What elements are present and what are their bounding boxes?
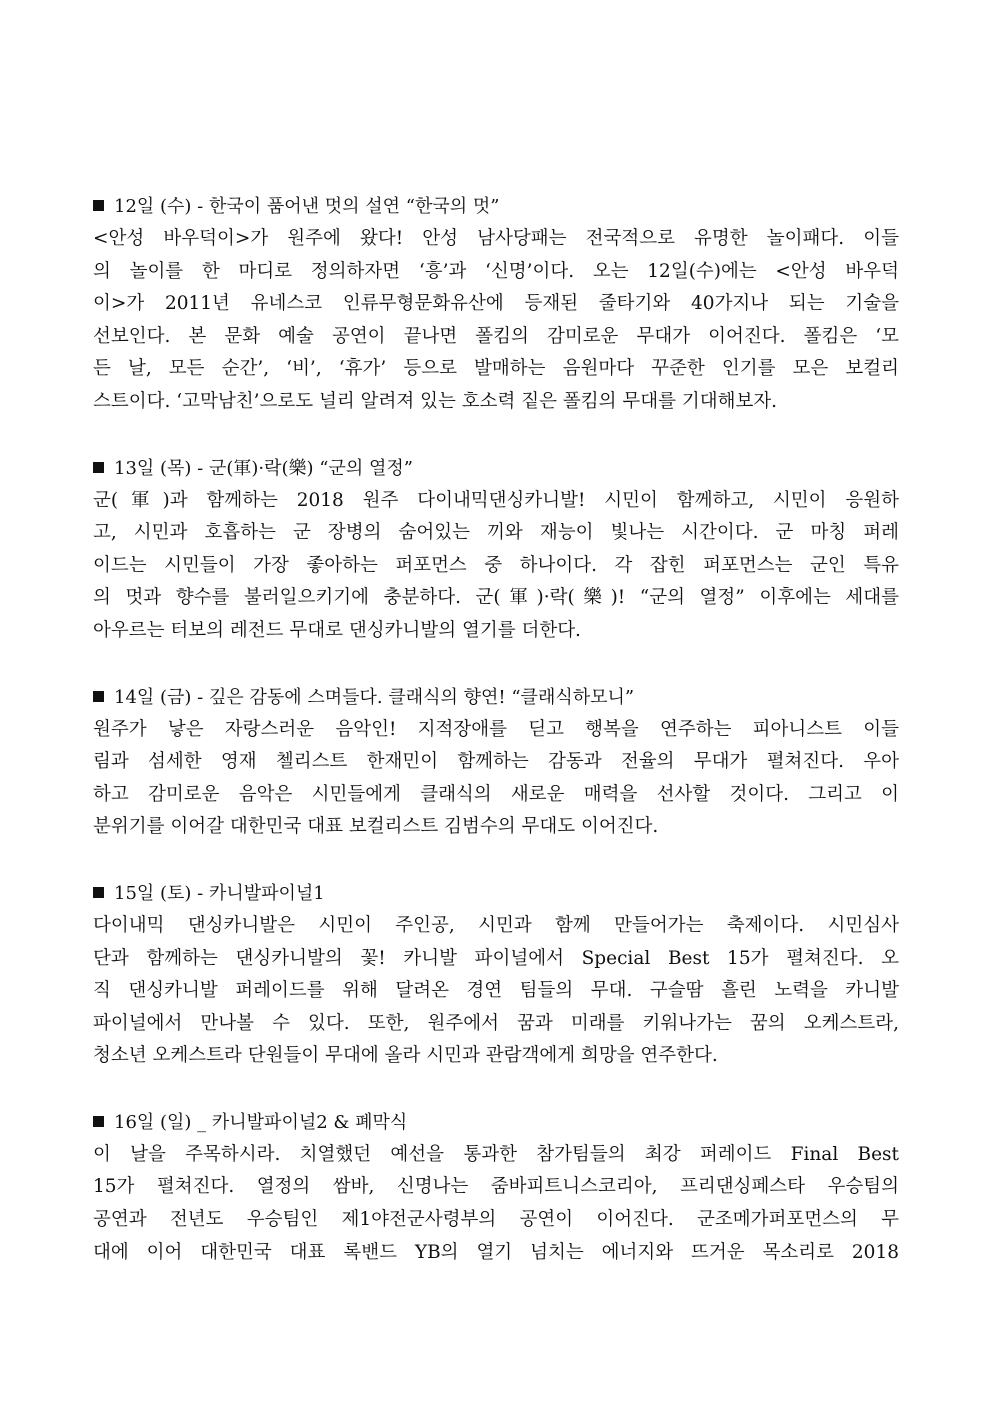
section-day-14 [93, 682, 899, 844]
heading-text: 15일 (토) - 카니발파이널1 [114, 882, 325, 904]
paragraph-line: 의 멋과 향수를 불러일으키기에 충분하다. 군(軍)·락(樂)! “군의 열정” 이후에는 세대를 [93, 587, 899, 609]
section-heading [93, 453, 899, 485]
section-heading [93, 878, 899, 910]
section-day-12 [93, 191, 899, 419]
paragraph-line: 아우르는 터보의 레전드 무대로 댄싱카니발의 열기를 더한다. [93, 619, 581, 641]
paragraph-line: 단과 함께하는 댄싱카니발의 꽃! 카니발 파이널에서 Special Best 15가 펼쳐진다. 오 [93, 947, 899, 969]
paragraph-line: 공연과 전년도 우승팀인 제1야전군사령부의 공연이 이어진다. 군조메가퍼포먼스의 무 [93, 1209, 899, 1231]
section-heading [93, 1107, 899, 1139]
paragraph-line: 대에 이어 대한민국 대표 록밴드 YB의 열기 넘치는 에너지와 뜨거운 목소리로 2018 [93, 1241, 899, 1263]
heading-text: 16일 (일) _ 카니발파이널2 & 폐막식 [114, 1111, 408, 1133]
heading-text: 14일 (금) - 깊은 감동에 스며들다. 클래식의 향연! “클래식하모니” [114, 686, 635, 708]
section-paragraph [93, 1139, 899, 1269]
paragraph-line: 직 댄싱카니발 퍼레이드를 위해 달려온 경연 팀들의 무대. 구슬땀 흘린 노력을 카니발 [93, 980, 899, 1002]
paragraph-line: 다이내믹 댄싱카니발은 시민이 주인공, 시민과 함께 만들어가는 축제이다. 시민심사 [93, 914, 899, 936]
paragraph-line: 청소년 오케스트라 단원들이 무대에 올라 시민과 관람객에게 희망을 연주한다. [93, 1045, 718, 1067]
square-bullet-icon [93, 887, 104, 898]
paragraph-line: 군(軍)과 함께하는 2018 원주 다이내믹댄싱카니발! 시민이 함께하고, 시민이 응원하 [93, 489, 899, 511]
section-day-13 [93, 453, 899, 648]
paragraph-line: 15가 펼쳐진다. 열정의 쌈바, 신명나는 줌바피트니스코리아, 프리댄싱페스타 우승팀의 [93, 1176, 899, 1198]
paragraph-line: 이 날을 주목하시라. 치열했던 예선을 통과한 참가팀들의 최강 퍼레이드 Final Best [93, 1143, 899, 1165]
paragraph-line: 림과 섬세한 영재 첼리스트 한재민이 함께하는 감동과 전율의 무대가 펼쳐진다. 우아 [93, 751, 899, 773]
section-paragraph [93, 910, 899, 1073]
section-day-16 [93, 1107, 899, 1269]
square-bullet-icon [93, 1116, 104, 1127]
section-heading [93, 682, 899, 714]
paragraph-line: 이드는 시민들이 가장 좋아하는 퍼포먼스 중 하나이다. 각 잡힌 퍼포먼스는 군인 특유 [93, 554, 899, 576]
section-paragraph [93, 223, 899, 419]
square-bullet-icon [93, 691, 104, 702]
paragraph-line: 원주가 낳은 자랑스러운 음악인! 지적장애를 딛고 행복을 연주하는 피아니스트 이들 [93, 718, 899, 740]
paragraph-line: 이>가 2011년 유네스코 인류무형문화유산에 등재된 줄타기와 40가지나 되는 기술을 [93, 293, 899, 315]
square-bullet-icon [93, 462, 104, 473]
section-paragraph [93, 714, 899, 844]
paragraph-line: 선보인다. 본 문화 예술 공연이 끝나면 폴킴의 감미로운 무대가 이어진다. 폴킴은 ‘모 [93, 325, 899, 347]
square-bullet-icon [93, 200, 104, 211]
paragraph-line: 든 날, 모든 순간’, ‘비’, ‘휴가’ 등으로 발매하는 음원마다 꾸준한 인기를 모은 보컬리 [93, 358, 899, 380]
section-day-15 [93, 878, 899, 1073]
paragraph-line: 의 놀이를 한 마디로 정의하자면 ‘흥’과 ‘신명’이다. 오는 12일(수)에는 <안성 바우덕 [93, 260, 899, 282]
paragraph-line: 분위기를 이어갈 대한민국 대표 보컬리스트 김범수의 무대도 이어진다. [93, 816, 659, 838]
paragraph-line: 스트이다. ‘고막남친’으로도 널리 알려져 있는 호소력 짙은 폴킴의 무대를 기대해보자. [93, 390, 778, 412]
section-paragraph [93, 485, 899, 648]
paragraph-line: 고, 시민과 호흡하는 군 장병의 숨어있는 끼와 재능이 빛나는 시간이다. 군 마칭 퍼레 [93, 522, 899, 544]
paragraph-line: 하고 감미로운 음악은 시민들에게 클래식의 새로운 매력을 선사할 것이다. 그리고 이 [93, 783, 899, 805]
section-heading [93, 191, 899, 223]
heading-text: 13일 (목) - 군(軍)·락(樂) “군의 열정” [114, 457, 413, 479]
paragraph-line: 파이널에서 만나볼 수 있다. 또한, 원주에서 꿈과 미래를 키워나가는 꿈의 오케스트라, [93, 1012, 899, 1034]
heading-text: 12일 (수) - 한국이 품어낸 멋의 설연 “한국의 멋” [114, 196, 500, 217]
paragraph-line: <안성 바우덕이>가 원주에 왔다! 안성 남사당패는 전국적으로 유명한 놀이패다. 이들 [93, 228, 899, 249]
document-page [93, 191, 899, 1269]
